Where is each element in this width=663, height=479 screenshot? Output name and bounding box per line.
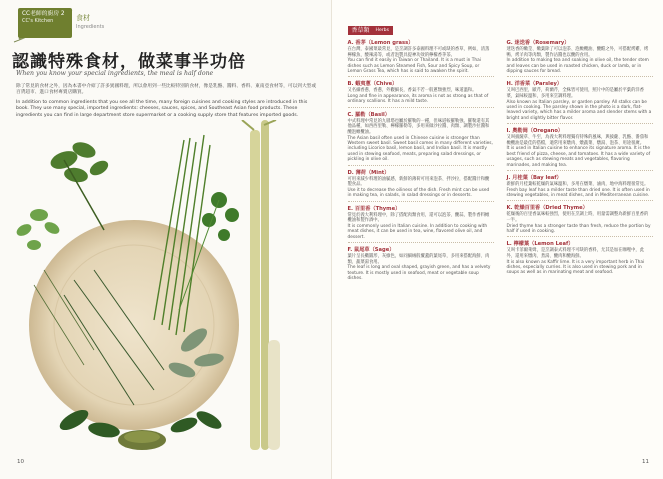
herb-desc-zh: 新鮮的月桂葉較乾燥的氣味溫和，多用在燉菜、滷肉，地中海料理很常見。 [506,182,649,188]
herb-desc-zh: 又名細香蔥，香蔥，外觀細長，香氣不若一般蔥類強烈，味道溫和。 [347,88,477,94]
herb-desc-en: Long and fine in appearance, its aroma is not as strong as that of ordinary scallions. It has a mild taste. [347,94,489,105]
herb-desc-zh: 在台灣，泰國菜最常見，是烹調許多泰國料理不可或缺的香草，例如，清蒸檸檬魚、酸辣湯等，或者泡製具提神功效的檸檬香茅茶。 [347,47,490,58]
herb-entry-chive [348,81,494,107]
lemongrass [242,120,280,450]
herbs-label: 香草類 [351,27,370,34]
herb-entry-oregano [507,128,653,171]
herb-heading: L. 檸檬葉（Lemon Leaf） [506,241,574,248]
herb-desc-zh: 又叫卡菲爾萊姆，是烹調泰式料理不可缺的香料，尤其是加在咖哩中，此外，還用來燉肉、煮湯、醃肉和醃海鮮。 [506,248,644,260]
right-page [331,0,663,479]
divider [348,76,494,77]
herbs-label-en: Herbs [375,28,389,33]
herb-entry-thyme [348,206,494,243]
herb-entry-rosemary [507,40,653,77]
divider [348,242,494,243]
herbs-section-tag [348,26,394,35]
herb-desc-en: Use it to decrease the oiliness of the dish. Fresh mint can be used in making tea, in salads, in salad dressings or in desserts. [347,187,490,199]
herb-desc-zh: 又叫巴西里，歐芹，荷蘭芹，全株皆可使用，照片中的是屬於平葉的洋香菜，氣味較溫和，多用來烹調料理。 [506,88,644,99]
herb-heading: G. 迷迭香（Rosemary） [506,40,570,46]
herb-desc-en: It is used in Italian cuisine to enhance its signature aroma. It is the best friend of pizza, cheese, and tomatoes. It has a wide variety of usages, such as stewing meats and vegetables, flavoring marinades, and making tea. [506,146,651,168]
herb-desc-zh: 葉片呈長橢圓形，灰綠色，如同細絨般覆蓋的葉尾草，多用來搭配海鮮、肉類、蔬菜湯食用。 [347,254,490,265]
herb-desc-zh: 又叫披薩草、牛至，為義大利料理獨有特殊的風味，與披薩、乳酪、番茄和橄欖油是最佳的搭檔，適常用來燉肉、燉蔬菜、燉湯、泡茶、用途很廣。 [506,135,649,146]
basil [48,139,111,230]
herb-entry-basil [348,112,494,166]
herb-entry-parsley [507,81,653,124]
page-subtitle: When you know your special ingredients, the meal is half done [16,70,214,77]
left-page [0,0,331,479]
divider [507,200,653,201]
herb-entry-lemongrass [348,40,494,77]
mint [15,209,62,250]
divider [507,76,653,77]
herb-desc-en: It is commonly used in Italian cuisine. In addition to cooking with meat dishes, it can be used in tea, wine, flavored olive oil, and dessert. [347,223,488,240]
dried-thyme [118,430,166,450]
book-name: CC老師的廚房 2 [22,11,65,17]
herb-desc-en: Fresh bay leaf has a milder taste than dried one. It is often used in stewing vegetables, in meat dishes, and in Mediterranean cuisine. [506,187,650,199]
herb-desc-zh: 常見於義大利料理中，除了搭配肉類食用，還可以泡茶、醃蒜，製作香料橄欖油和製作酒中。 [347,212,490,224]
herb-heading: H. 洋香菜（Parsley） [506,81,563,88]
herb-entry-lemon-leaf [507,241,653,275]
herb-desc-zh: 可用來減少料理的油膩感，新鮮的薄荷可用來泡茶、拌沙拉，搭配醬汁和醃製食品。 [347,176,490,188]
herb-heading: J. 月桂葉（Bay leaf） [506,175,562,182]
intro-zh: 除了常見的食材之外，因為本書中介紹了許多異國料理，所以會用到一些比較特別的食材，像是乳酪、醬料、香料、東南亞食材等，可以到大型或百貨超市、進口食材專賣店購買。 [16,84,317,96]
intro-en: In addition to common ingredients that you see all the time, many foreign cuisines and cooking styles are introduced in this book. They use many special, imported ingredients: cheeses, sauces, spices, and Southeast Asian food products. These ingredients you can find in large department store supermarket or a cooking supply store that features imported goods. [16,99,308,118]
divider [348,107,494,108]
divider [507,236,653,237]
page-number-left: 10 [17,459,24,465]
section-name-en: Ingredients [76,24,105,30]
herb-desc-en: Dried thyme has a stronger taste than fresh, reduce the portion by half if used in cooking. [506,223,651,235]
herb-entry-bay-leaf [507,175,653,201]
chapter-tag [18,6,104,40]
herb-heading: K. 乾燥百里香（Dried Thyme） [506,205,588,212]
herb-heading: E. 百里香（Thyme） [347,205,401,212]
divider [507,123,653,124]
divider [348,201,494,202]
herb-entry-dried-thyme [507,205,653,237]
herb-desc-zh: 乾燥後的百里香氣味較強烈，使用在烹調上時，用量需調整為新鮮百里香的一半。 [506,212,649,224]
herb-column-1 [348,40,494,285]
herb-desc-en: It is also known as Kaffir lime. It is a very important herb in Thai dishes, especially curries. It is also used in stewing pork and in soups as well as in marinating meat and seafood. [506,259,645,276]
herb-heading: B. 蝦夷蔥（Chive） [347,81,398,88]
herb-desc-zh: 迷迭香的嫩莖、嫩葉除了可以泡茶、泡橄欖油、醃酷之外，可搭配烤雞、烤鴨、烤羊肉等肉類，製作沾醬也以醃的食用。 [506,47,649,58]
page-number-right: 11 [642,459,649,465]
herb-desc-en: In addition to making tea and soaking in olive oil, the tender stem and leaves can be used in roasted chicken, duck or lamb, or in dipping sauces for bread. [506,58,649,74]
herbs-photo [4,120,330,460]
herb-heading: A. 香茅（Lemon grass） [347,40,414,46]
herb-desc-en: Also known as Italian parsley, or garden parsley. All stalks can be used in cooking. The parsley shown in the photo is a dark, flat-leaved variety, which has a milder aroma and slender stems with a bright and slightly bitter flavor. [506,99,652,121]
divider [348,165,494,166]
page-title: 認識特殊食材，做菜事半功倍 [12,52,246,72]
herb-heading: F. 鼠尾草（Sage） [347,247,395,254]
herb-desc-en: The Asian basil often used in Chinese cuisine is stronger than Western sweet basil. Sweet basil comes in many different varieties, including Licorice basil, lemon basil, and Indian basil. It is mostly used in stewing seafood, meats, preparing salad dressings, or pickling in olive oil. [347,135,493,163]
book-badge [18,8,72,38]
intro-text [16,84,316,122]
herb-heading: D. 薄荷（Mint） [347,169,390,176]
herb-entry-sage [348,247,494,281]
herb-desc-en: You can find it easily in Taiwan or Thailand. It is a must in Thai dishes such as Lemon Steamed Fish, Sour and Spicy Soup, or Lemon Grass Tea, which has is said to awaken the spirit. [347,58,481,74]
herb-entry-mint [348,170,494,202]
divider [507,170,653,171]
herb-desc-en: The leaf is long and oval shaped, grayish green, and has a velvety texture. It is mostly used in seafood, meat or vegetable soup dishes. [347,265,491,282]
herb-column-2 [507,40,653,280]
wooden-board [29,220,239,430]
herb-heading: I. 奧勒岡（Oregano） [506,128,564,135]
section-name: 食材 [76,14,90,22]
herb-desc-zh: 中式料理中常見的九層塔也屬於羅勒的一種，但味道較羅勒強。羅勒還有其他品種，如西西里勒、檸檬羅勒等，多用來做沙拉醬、肉類、調製沙拉醬和醃泡橄欖油。 [347,118,490,135]
book-name-en: CC's Kitchen [22,18,54,24]
herb-heading: C. 羅勒（Basil） [347,111,390,118]
